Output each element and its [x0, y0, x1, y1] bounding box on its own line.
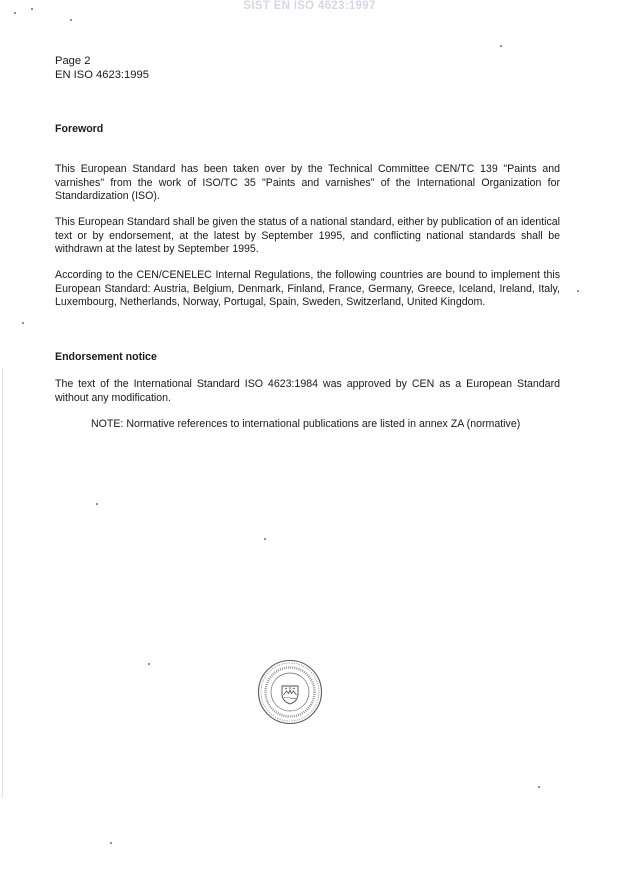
scan-speck: [148, 663, 150, 665]
foreword-paragraph-1: This European Standard has been taken over by the Technical Committee CEN/TC 139 "Paints and varnishes" from the work of ISO/TC 35 "Paints and varnishes" of the International Organization for Standardization (ISO).: [55, 163, 560, 203]
foreword-paragraph-3: According to the CEN/CENELEC Internal Regulations, the following countries are bound to implement this European Standard: Austria, Belgium, Denmark, Finland, France, Germany, Greece, Iceland, Ireland, Italy, Luxembourg, Netherlands, Norway, Portugal, Spain, Sweden, Switzerland, United Kingdom.: [55, 269, 560, 309]
scan-speck: [31, 8, 33, 10]
scan-speck: [577, 290, 579, 292]
scan-speck: [70, 19, 72, 21]
page-number: Page 2: [55, 55, 91, 67]
watermark: SIST EN ISO 4623:1997: [243, 0, 376, 12]
foreword-heading: Foreword: [55, 123, 104, 135]
foreword-paragraph-2: This European Standard shall be given the status of a national standard, either by publication of an identical text or by endorsement, at the latest by September 1995, and conflicting national standards shall be withdrawn at the latest by September 1995.: [55, 216, 560, 256]
scan-speck: [110, 842, 112, 844]
page-header: [55, 55, 149, 82]
scan-speck: [14, 12, 16, 14]
endorsement-text: The text of the International Standard ISO 4623:1984 was approved by CEN as a European Standard without any modification.: [55, 378, 560, 404]
scan-speck: [22, 322, 24, 324]
standard-id: EN ISO 4623:1995: [55, 68, 149, 81]
official-seal: [257, 659, 323, 725]
endorsement-heading: Endorsement notice: [55, 351, 157, 363]
scan-speck: [96, 503, 98, 505]
scan-speck: [264, 538, 266, 540]
normative-note: NOTE: Normative references to international publications are listed in annex ZA (normative): [91, 418, 521, 430]
scan-speck: [538, 786, 540, 788]
scan-speck: [500, 45, 502, 47]
scan-edge-line: [2, 368, 3, 798]
